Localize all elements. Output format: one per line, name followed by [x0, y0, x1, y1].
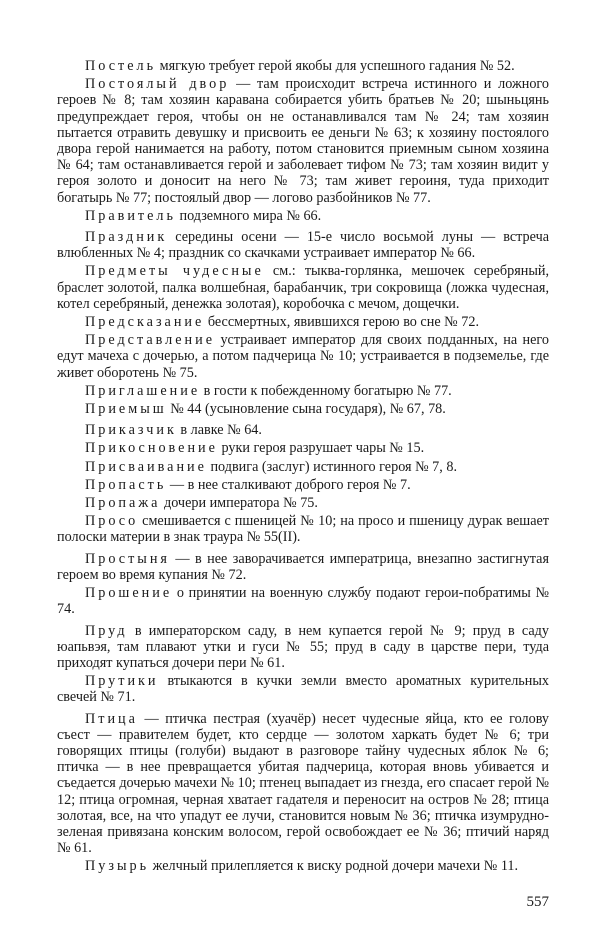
entry-text: подвига (заслуг) истинного героя № 7, 8.: [206, 458, 458, 475]
entry-term: Постоялый двор: [85, 76, 230, 93]
entry-text: — птичка пестрая (хуачёр) несет чудесные яйца, кто ее голову съест — правителем будет, кто сердце — золотом харкать будет № 6; три говорящих птицы (голуби) выдают в разговоре тайну чудесных яблок № 6; птичка — в нее превращается убитая падчерица, которая вновь убивается и съедается дочерью мачехи № 10; птенец выпадает из гнезда, его спасает герой № 12; птица огромная, черная хватает гадателя и переносит на остров № 28; птица золотая, все, на что упадут ее лучи, становится новым № 36; птичка изумрудно-зеленая привязана конским волосом, герой освобождает ее № 36; птичий наряд № 61.: [57, 710, 549, 857]
index-entry: [57, 332, 549, 381]
index-entry: [57, 495, 549, 511]
entry-text: руки героя разрушает чары № 15.: [217, 440, 425, 457]
entry-term: Пропажа: [85, 495, 161, 512]
index-entries: [57, 58, 549, 875]
entry-text: смешивается с пшеницей № 10; на просо и пшеницу дурак вешает полоски материи в знак траура № 55(II).: [57, 513, 549, 546]
entry-term: Пруд: [85, 622, 128, 639]
entry-text: см.: тыква-горлянка, мешочек серебряный, браслет золотой, палка волшебная, барабанчик, три сокровища (ложка чудесная, котел серебряный, денежка золотая), коробочка с мечом, дощечки.: [57, 263, 549, 312]
entry-term: Простыня: [85, 550, 170, 567]
index-entry: [57, 208, 549, 224]
index-entry: [57, 401, 549, 417]
index-entry: [57, 623, 549, 672]
entry-text: устраивает император для своих подданных, на него едут мачеха с дочерью, а потом падчерица № 10; устраивается в подземелье, где живет оборотень № 75.: [57, 332, 549, 381]
entry-term: Прошение: [85, 585, 173, 602]
index-entry: [57, 513, 549, 545]
entry-text: № 44 (усыновление сына государя), № 67, 78.: [166, 401, 446, 418]
index-entry: [57, 440, 549, 456]
entry-term: Приглашение: [85, 382, 201, 399]
index-entry: [57, 477, 549, 493]
index-entry: [57, 711, 549, 857]
entry-term: Птица: [85, 710, 138, 727]
index-entry: [57, 459, 549, 475]
entry-text: о принятии на военную службу подают герои-побратимы № 74.: [57, 585, 549, 618]
entry-term: Предметы чудесные: [85, 263, 264, 280]
entry-term: Прикосновение: [85, 440, 218, 457]
index-entry: [57, 263, 549, 312]
entry-text: в лавке № 64.: [176, 422, 262, 439]
index-entry: [57, 585, 549, 617]
index-entry: [57, 229, 549, 261]
entry-term: Приказчик: [85, 422, 177, 439]
entry-text: — в нее заворачивается императрица, внезапно застигнутая героем во время купания № 72.: [57, 550, 549, 583]
index-entry: [57, 858, 549, 874]
entry-text: желчный прилепляется к виску родной дочери мачехи № 11.: [149, 858, 519, 875]
index-entry: [57, 58, 549, 74]
entry-term: Прутики: [85, 673, 159, 690]
entry-term: Правитель: [85, 207, 176, 224]
entry-text: подземного мира № 66.: [175, 207, 322, 224]
entry-term: Предсказание: [85, 314, 205, 331]
entry-term: Присваивание: [85, 458, 207, 475]
entry-term: Представление: [85, 332, 216, 349]
entry-term: Постель: [85, 58, 157, 74]
entry-term: Пузырь: [85, 858, 150, 875]
index-entry: [57, 673, 549, 705]
entry-term: Пропасть: [85, 476, 167, 493]
entry-text: дочери императора № 75.: [160, 495, 318, 512]
entry-text: втыкаются в кучки земли вместо ароматных курительных свечей № 71.: [57, 673, 549, 706]
index-entry: [57, 383, 549, 399]
index-entry: [57, 422, 549, 438]
entry-text: мягкую требует герой якобы для успешного гадания № 52.: [156, 58, 515, 74]
entry-text: в императорском саду, в нем купается герой № 9; пруд в саду юапьвэя, там плавают утки и гуси № 55; пруд в саду в царстве пери, туда приходят купаться дочери пери № 61.: [57, 622, 549, 671]
index-entry: [57, 551, 549, 583]
page-number: 557: [526, 893, 549, 910]
entry-text: в гости к побежденному богатырю № 77.: [200, 382, 452, 399]
index-entry: [57, 314, 549, 330]
entry-text: — там происходит встреча истинного и ложного героев № 8; там хозяин каравана собирается убить братьев № 20; шыньцянь предупреждает героя, чтобы он не останавливался там № 24; там хозяин пытается отравить девушку и присвоить ее деньги № 63; к хозяину постоялого двора герой нанимается на работу, потом становится приемным сыном хозяина № 64; там останавливается герой и заболевает тифом № 73; там хозяин видит у героя золото и доносит на него № 73; там живет героиня, туда приходит богатырь № 77; постоялый двор — логово разбойников № 77.: [57, 76, 549, 206]
index-page: [57, 0, 549, 941]
entry-text: середины осени — 15-е число восьмой луны — встреча влюбленных № 4; праздник со скачками устраивает император № 66.: [57, 229, 549, 262]
entry-term: Просо: [85, 513, 139, 530]
entry-term: Праздник: [85, 229, 168, 246]
entry-term: Приемыш: [85, 401, 167, 418]
entry-text: — в нее сталкивают доброго героя № 7.: [166, 476, 411, 493]
entry-text: бессмертных, явившихся герою во сне № 72.: [204, 314, 479, 331]
index-entry: [57, 76, 549, 206]
